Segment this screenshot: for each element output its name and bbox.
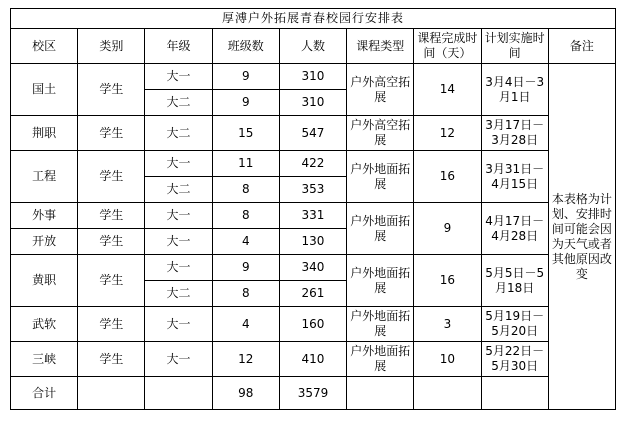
header-type: 类别	[78, 29, 145, 64]
cell-total-people: 3579	[279, 377, 346, 410]
cell-course: 户外地面拓展	[347, 342, 414, 377]
cell-plan: 5月19日－5月20日	[481, 307, 548, 342]
cell-grade: 大一	[145, 64, 212, 90]
cell-people: 261	[279, 281, 346, 307]
cell-days: 16	[414, 151, 481, 203]
cell-campus: 三峡	[11, 342, 78, 377]
table-row	[11, 307, 616, 342]
header-days: 课程完成时间（天）	[414, 29, 481, 64]
schedule-table	[10, 8, 616, 410]
header-plan: 计划实施时间	[481, 29, 548, 64]
cell-grade: 大二	[145, 116, 212, 151]
header-grade: 年级	[145, 29, 212, 64]
cell-days: 12	[414, 116, 481, 151]
header-row	[11, 29, 616, 64]
cell-remark: 本表格为计划、安排时间可能会因为天气或者其他原因改变	[548, 64, 615, 410]
cell-classes: 12	[212, 342, 279, 377]
cell-people: 331	[279, 203, 346, 229]
cell-campus: 开放	[11, 229, 78, 255]
cell-days: 3	[414, 307, 481, 342]
cell-classes: 15	[212, 116, 279, 151]
cell-plan: 3月31日－4月15日	[481, 151, 548, 203]
header-remark: 备注	[548, 29, 615, 64]
cell-total-classes: 98	[212, 377, 279, 410]
page-title: 厚溥户外拓展青春校园行安排表	[11, 9, 616, 29]
cell-type: 学生	[78, 203, 145, 229]
cell-campus: 外事	[11, 203, 78, 229]
cell-type: 学生	[78, 255, 145, 307]
cell-grade: 大一	[145, 307, 212, 342]
cell-total-grade	[145, 377, 212, 410]
cell-people: 353	[279, 177, 346, 203]
cell-classes: 4	[212, 229, 279, 255]
cell-classes: 9	[212, 64, 279, 90]
cell-classes: 11	[212, 151, 279, 177]
cell-grade: 大二	[145, 177, 212, 203]
cell-plan: 4月17日－4月28日	[481, 203, 548, 255]
cell-plan: 3月17日－3月28日	[481, 116, 548, 151]
cell-days: 9	[414, 203, 481, 255]
header-people: 人数	[279, 29, 346, 64]
table-row	[11, 342, 616, 377]
cell-people: 310	[279, 64, 346, 90]
cell-type: 学生	[78, 342, 145, 377]
cell-classes: 9	[212, 90, 279, 116]
cell-classes: 8	[212, 281, 279, 307]
cell-campus: 国土	[11, 64, 78, 116]
cell-campus: 黄职	[11, 255, 78, 307]
cell-grade: 大二	[145, 281, 212, 307]
header-campus: 校区	[11, 29, 78, 64]
cell-course: 户外地面拓展	[347, 151, 414, 203]
cell-campus: 武软	[11, 307, 78, 342]
cell-people: 340	[279, 255, 346, 281]
table-row	[11, 255, 616, 281]
cell-course: 户外地面拓展	[347, 255, 414, 307]
cell-total-days	[414, 377, 481, 410]
cell-classes: 8	[212, 203, 279, 229]
cell-course: 户外高空拓展	[347, 116, 414, 151]
cell-people: 310	[279, 90, 346, 116]
cell-grade: 大一	[145, 342, 212, 377]
cell-type: 学生	[78, 64, 145, 116]
cell-days: 16	[414, 255, 481, 307]
cell-classes: 9	[212, 255, 279, 281]
header-classes: 班级数	[212, 29, 279, 64]
cell-people: 410	[279, 342, 346, 377]
cell-type: 学生	[78, 151, 145, 203]
cell-grade: 大一	[145, 255, 212, 281]
cell-plan: 5月22日－5月30日	[481, 342, 548, 377]
cell-classes: 4	[212, 307, 279, 342]
cell-course: 户外地面拓展	[347, 307, 414, 342]
cell-total-type	[78, 377, 145, 410]
cell-grade: 大一	[145, 203, 212, 229]
cell-people: 130	[279, 229, 346, 255]
table-row	[11, 64, 616, 90]
cell-plan: 3月4日－3月1日	[481, 64, 548, 116]
cell-days: 10	[414, 342, 481, 377]
table-row	[11, 116, 616, 151]
cell-classes: 8	[212, 177, 279, 203]
cell-grade: 大一	[145, 229, 212, 255]
cell-people: 547	[279, 116, 346, 151]
cell-total-course	[347, 377, 414, 410]
cell-type: 学生	[78, 116, 145, 151]
cell-total-label: 合计	[11, 377, 78, 410]
cell-type: 学生	[78, 307, 145, 342]
table-row	[11, 151, 616, 177]
cell-total-plan	[481, 377, 548, 410]
title-row	[11, 9, 616, 29]
table-row	[11, 203, 616, 229]
cell-people: 160	[279, 307, 346, 342]
cell-type: 学生	[78, 229, 145, 255]
cell-grade: 大二	[145, 90, 212, 116]
cell-days: 14	[414, 64, 481, 116]
cell-campus: 工程	[11, 151, 78, 203]
cell-course: 户外高空拓展	[347, 64, 414, 116]
header-course: 课程类型	[347, 29, 414, 64]
cell-people: 422	[279, 151, 346, 177]
total-row	[11, 377, 616, 410]
cell-campus: 荆职	[11, 116, 78, 151]
cell-grade: 大一	[145, 151, 212, 177]
cell-course: 户外地面拓展	[347, 203, 414, 255]
cell-plan: 5月5日－5月18日	[481, 255, 548, 307]
